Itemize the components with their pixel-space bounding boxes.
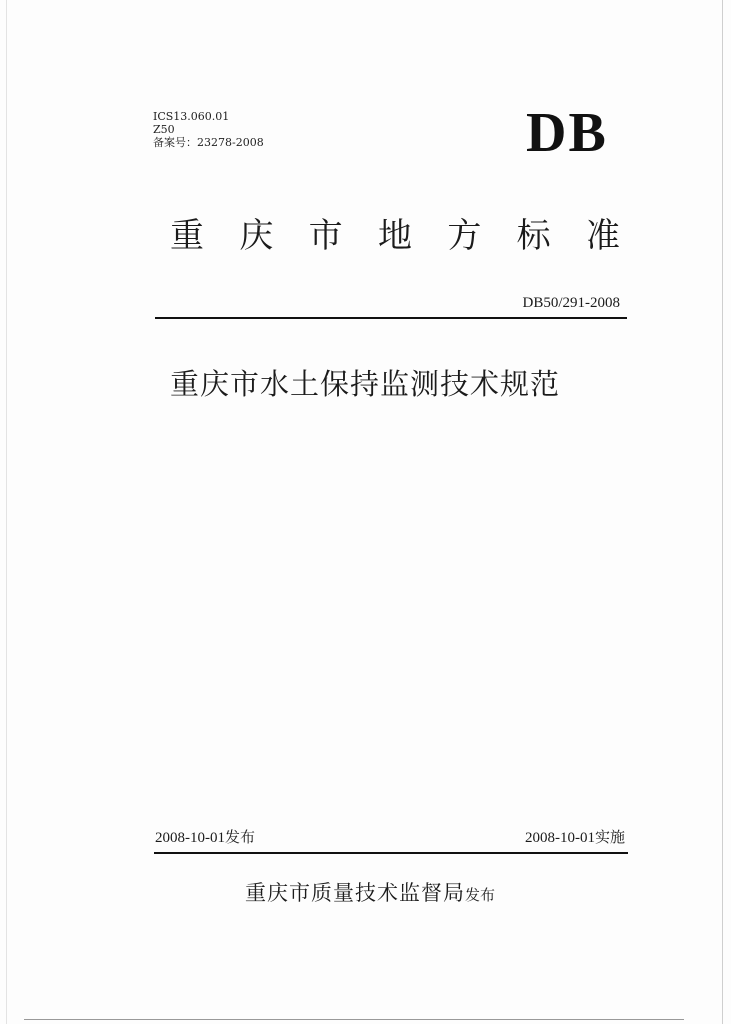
db-mark: DB xyxy=(526,102,608,164)
standard-type-char: 市 xyxy=(308,216,343,256)
standard-type-char: 地 xyxy=(377,216,412,256)
publisher-line xyxy=(245,879,495,909)
publisher-org: 重庆市质量技术监督局 xyxy=(245,881,465,905)
ics-code: ICS13.060.01 xyxy=(153,110,230,123)
standard-type-heading xyxy=(170,214,620,258)
standard-number: DB50/291-2008 xyxy=(522,295,620,311)
standard-type-char: 标 xyxy=(516,216,551,256)
implementation-date: 2008-10-01实施 xyxy=(525,830,625,846)
top-divider xyxy=(155,317,627,319)
bottom-divider xyxy=(154,852,628,854)
classification-block xyxy=(153,110,264,149)
standard-type-char: 准 xyxy=(585,216,620,256)
scan-edge-left xyxy=(6,0,7,1024)
standard-type-char: 方 xyxy=(447,216,482,256)
scan-bottom-line xyxy=(24,1019,684,1020)
issue-date: 2008-10-01发布 xyxy=(155,830,255,846)
filing-number: 备案号：23278-2008 xyxy=(153,136,264,149)
document-title: 重庆市水土保持监测技术规范 xyxy=(170,367,561,401)
standard-type-char: 庆 xyxy=(239,216,274,256)
standard-type-char: 重 xyxy=(170,216,204,256)
publisher-suffix: 发布 xyxy=(465,886,496,904)
scan-edge-right xyxy=(722,0,723,1024)
category-code: Z50 xyxy=(153,123,175,136)
